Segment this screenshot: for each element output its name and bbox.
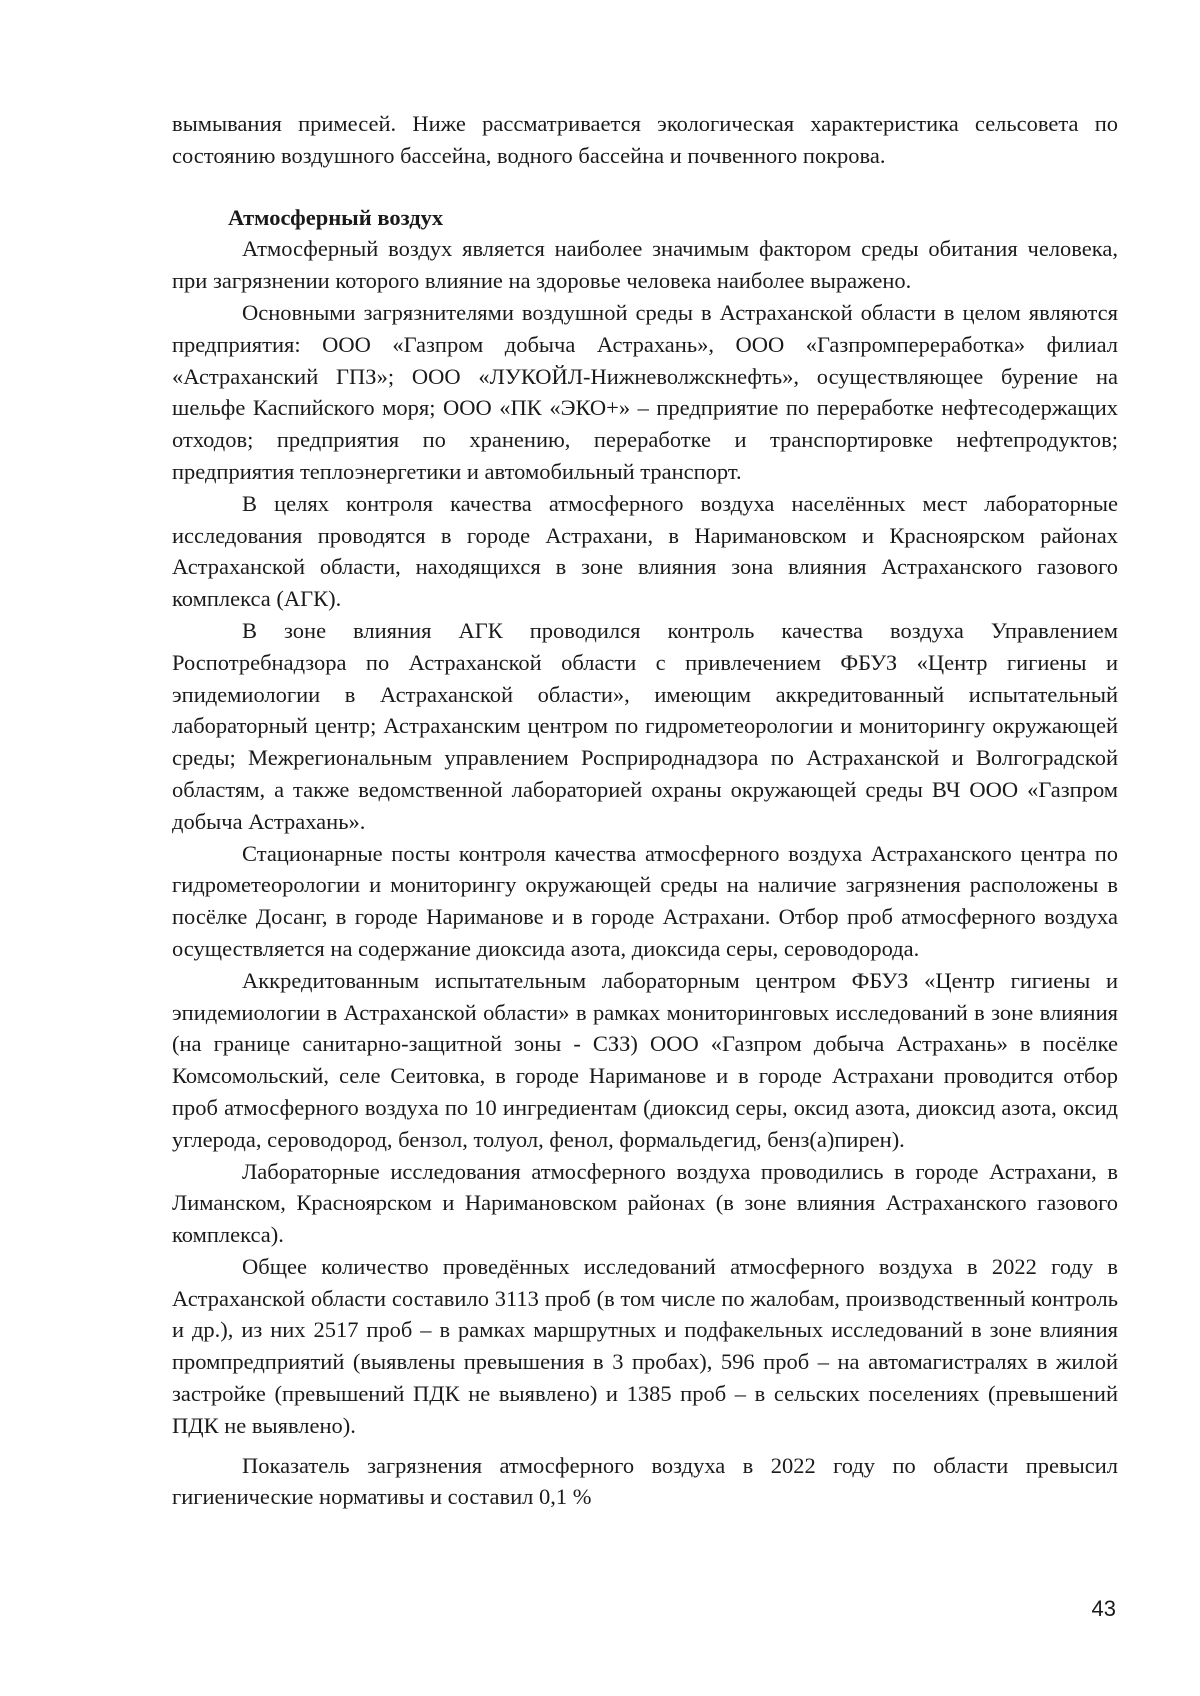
page-number: 43 [1091,1596,1116,1621]
document-page [172,108,1118,1513]
paragraph-7: Лабораторные исследования атмосферного воздуха проводились в городе Астрахани, в Лиманском, Красноярском и Наримановском районах (в зоне влияния Астраханского газового комплекса). [172,1158,1118,1248]
paragraph-6: Аккредитованным испытательным лабораторным центром ФБУЗ «Центр гигиены и эпидемиологии в Астраханской области» в рамках мониторинговых исследований в зоне влияния (на границе санитарно-защитной зоны - СЗЗ) ООО «Газпром добыча Астрахань» в посёлке Комсомольский, селе Сеитовка, в городе Нариманове и в городе Астрахани проводится отбор проб атмосферного воздуха по 10 ингредиентам (диоксид серы, оксид азота, диоксид азота, оксид углерода, сероводород, бензол, толуол, фенол, формальдегид, бенз(а)пирен). [172,967,1118,1152]
intro-paragraph: вымывания примесей. Ниже рассматривается экологическая характеристика сельсовета по состоянию воздушного бассейна, водного бассейна и почвенного покрова. [172,111,1118,168]
paragraph-9: Показатель загрязнения атмосферного воздуха в 2022 году по области превысил гигиенические нормативы и составил 0,1 % [172,1452,1118,1510]
paragraph-8: Общее количество проведённых исследований атмосферного воздуха в 2022 году в Астраханской области составило 3113 проб (в том числе по жалобам, производственный контроль и др.), из них 2517 проб – в рамках маршрутных и подфакельных исследований в зоне влияния промпредприятий (выявлены превышения в 3 пробах), 596 проб – на автомагистралях в жилой застройке (превышений ПДК не выявлено) и 1385 проб – в сельских поселениях (превышений ПДК не выявлено). [172,1253,1118,1438]
paragraph-3: В целях контроля качества атмосферного воздуха населённых мест лабораторные исследования проводятся в городе Астрахани, в Наримановском и Красноярском районах Астраханской области, находящихся в зоне влияния зона влияния Астраханского газового комплекса (АГК). [172,490,1118,612]
section-heading: Атмосферный воздух [228,204,444,230]
paragraph-2: Основными загрязнителями воздушной среды в Астраханской области в целом являются предприятия: ООО «Газпром добыча Астрахань», ООО «Газпромпереработка» филиал «Астраханский ГПЗ»; ООО «ЛУКОЙЛ-Нижневолжскнефть», осуществляющее бурение на шельфе Каспийского моря; ООО «ПК «ЭКО+» – предприятие по переработке нефтесодержащих отходов; предприятия по хранению, переработке и транспортировке нефтепродуктов; предприятия теплоэнергетики и автомобильный транспорт. [172,299,1118,484]
paragraph-5: Стационарные посты контроля качества атмосферного воздуха Астраханского центра по гидрометеорологии и мониторингу окружающей среды на наличие загрязнения расположены в посёлке Досанг, в городе Нариманове и в городе Астрахани. Отбор проб атмосферного воздуха осуществляется на содержание диоксида азота, диоксида серы, сероводорода. [172,840,1118,961]
paragraph-1: Атмосферный воздух является наиболее значимым фактором среды обитания человека, при загрязнении которого влияние на здоровье человека наиболее выражено. [172,236,1118,294]
paragraph-4: В зоне влияния АГК проводился контроль качества воздуха Управлением Роспотребнадзора по Астраханской области с привлечением ФБУЗ «Центр гигиены и эпидемиологии в Астраханской области», имеющим аккредитованный испытательный лабораторный центр; Астраханским центром по гидрометеорологии и мониторингу окружающей среды; Межрегиональным управлением Росприроднадзора по Астраханской и Волгоградской областям, а также ведомственной лабораторией охраны окружающей среды ВЧ ООО «Газпром добыча Астрахань». [172,617,1118,834]
